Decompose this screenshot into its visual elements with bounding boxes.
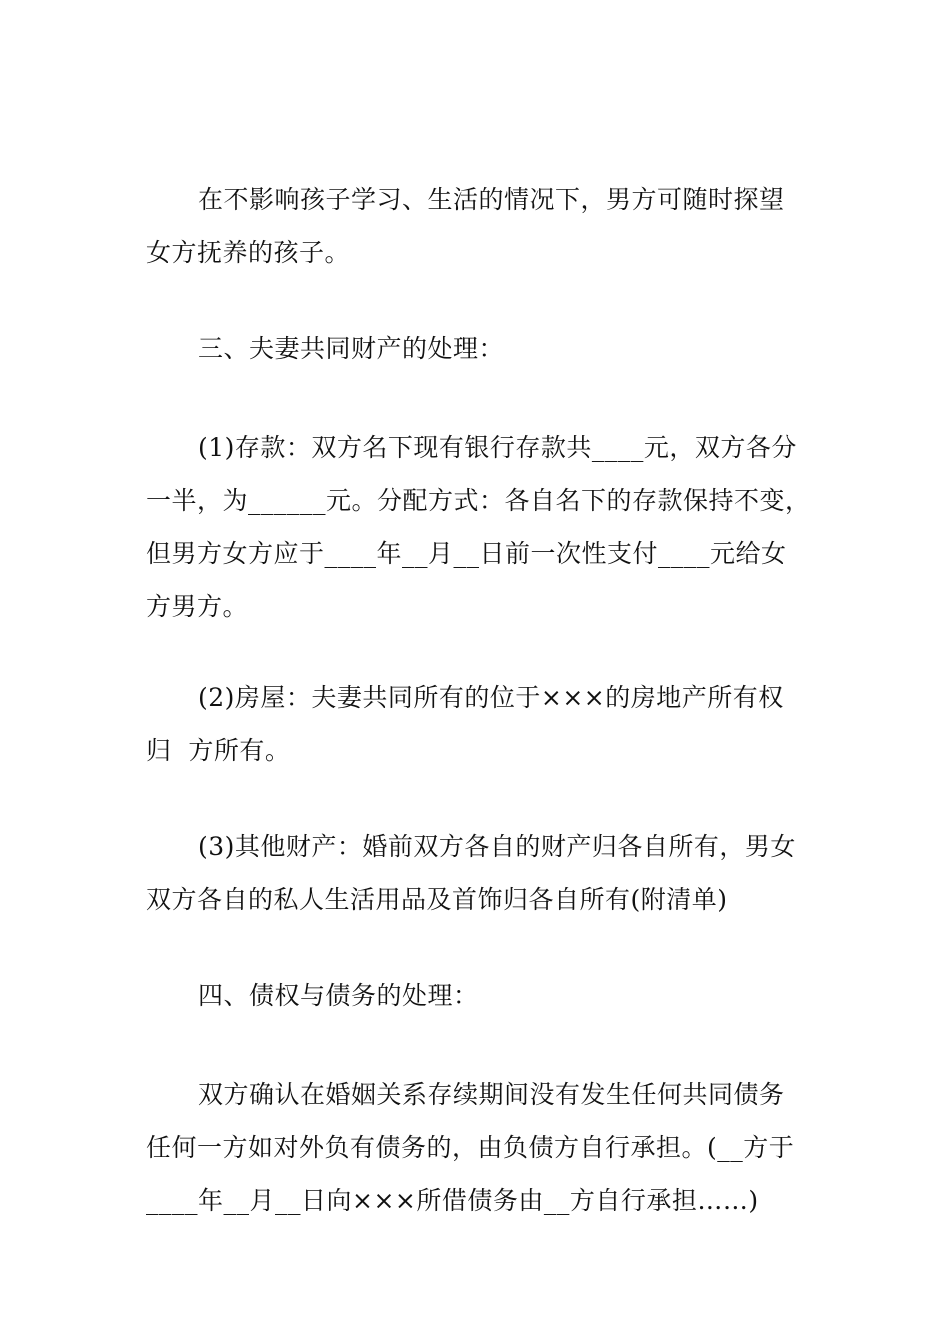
paragraph-line: 一半，为______元。分配方式：各自名下的存款保持不变， [146, 486, 811, 515]
paragraph-line: 任何一方如对外负有债务的，由负债方自行承担。(__方于 [146, 1133, 795, 1162]
paragraph-line: (2)房屋：夫妻共同所有的位于×××的房地产所有权 [198, 683, 784, 712]
paragraph-line: 在不影响孩子学习、生活的情况下，男方可随时探望 [198, 185, 785, 214]
paragraph-line: 双方各自的私人生活用品及首饰归各自所有(附清单) [146, 885, 728, 914]
paragraph-line: ____年__月__日向×××所借债务由__方自行承担……) [146, 1186, 759, 1215]
paragraph-line: 女方抚养的孩子。 [146, 238, 351, 267]
paragraph-line: 双方确认在婚姻关系存续期间没有发生任何共同债务 [198, 1080, 785, 1109]
paragraph-other-property [146, 820, 826, 926]
paragraph-debts [146, 1068, 826, 1227]
heading-line: 四、债权与债务的处理： [198, 981, 479, 1010]
paragraph-line: 方男方。 [146, 592, 249, 621]
heading-line: 三、夫妻共同财产的处理： [198, 334, 505, 363]
paragraph-line: 但男方女方应于____年__月__日前一次性支付____元给女 [146, 539, 787, 568]
paragraph-line: 归 方所有。 [146, 736, 291, 765]
section-heading-property [146, 322, 826, 375]
paragraph-line: (3)其他财产：婚前双方各自的财产归各自所有，男女 [198, 832, 796, 861]
paragraph-deposits [146, 421, 826, 633]
paragraph-line: (1)存款：双方名下现有银行存款共____元，双方各分 [198, 433, 797, 462]
paragraph-house [146, 671, 826, 777]
section-heading-debts [146, 969, 826, 1022]
paragraph-visitation [146, 173, 826, 279]
